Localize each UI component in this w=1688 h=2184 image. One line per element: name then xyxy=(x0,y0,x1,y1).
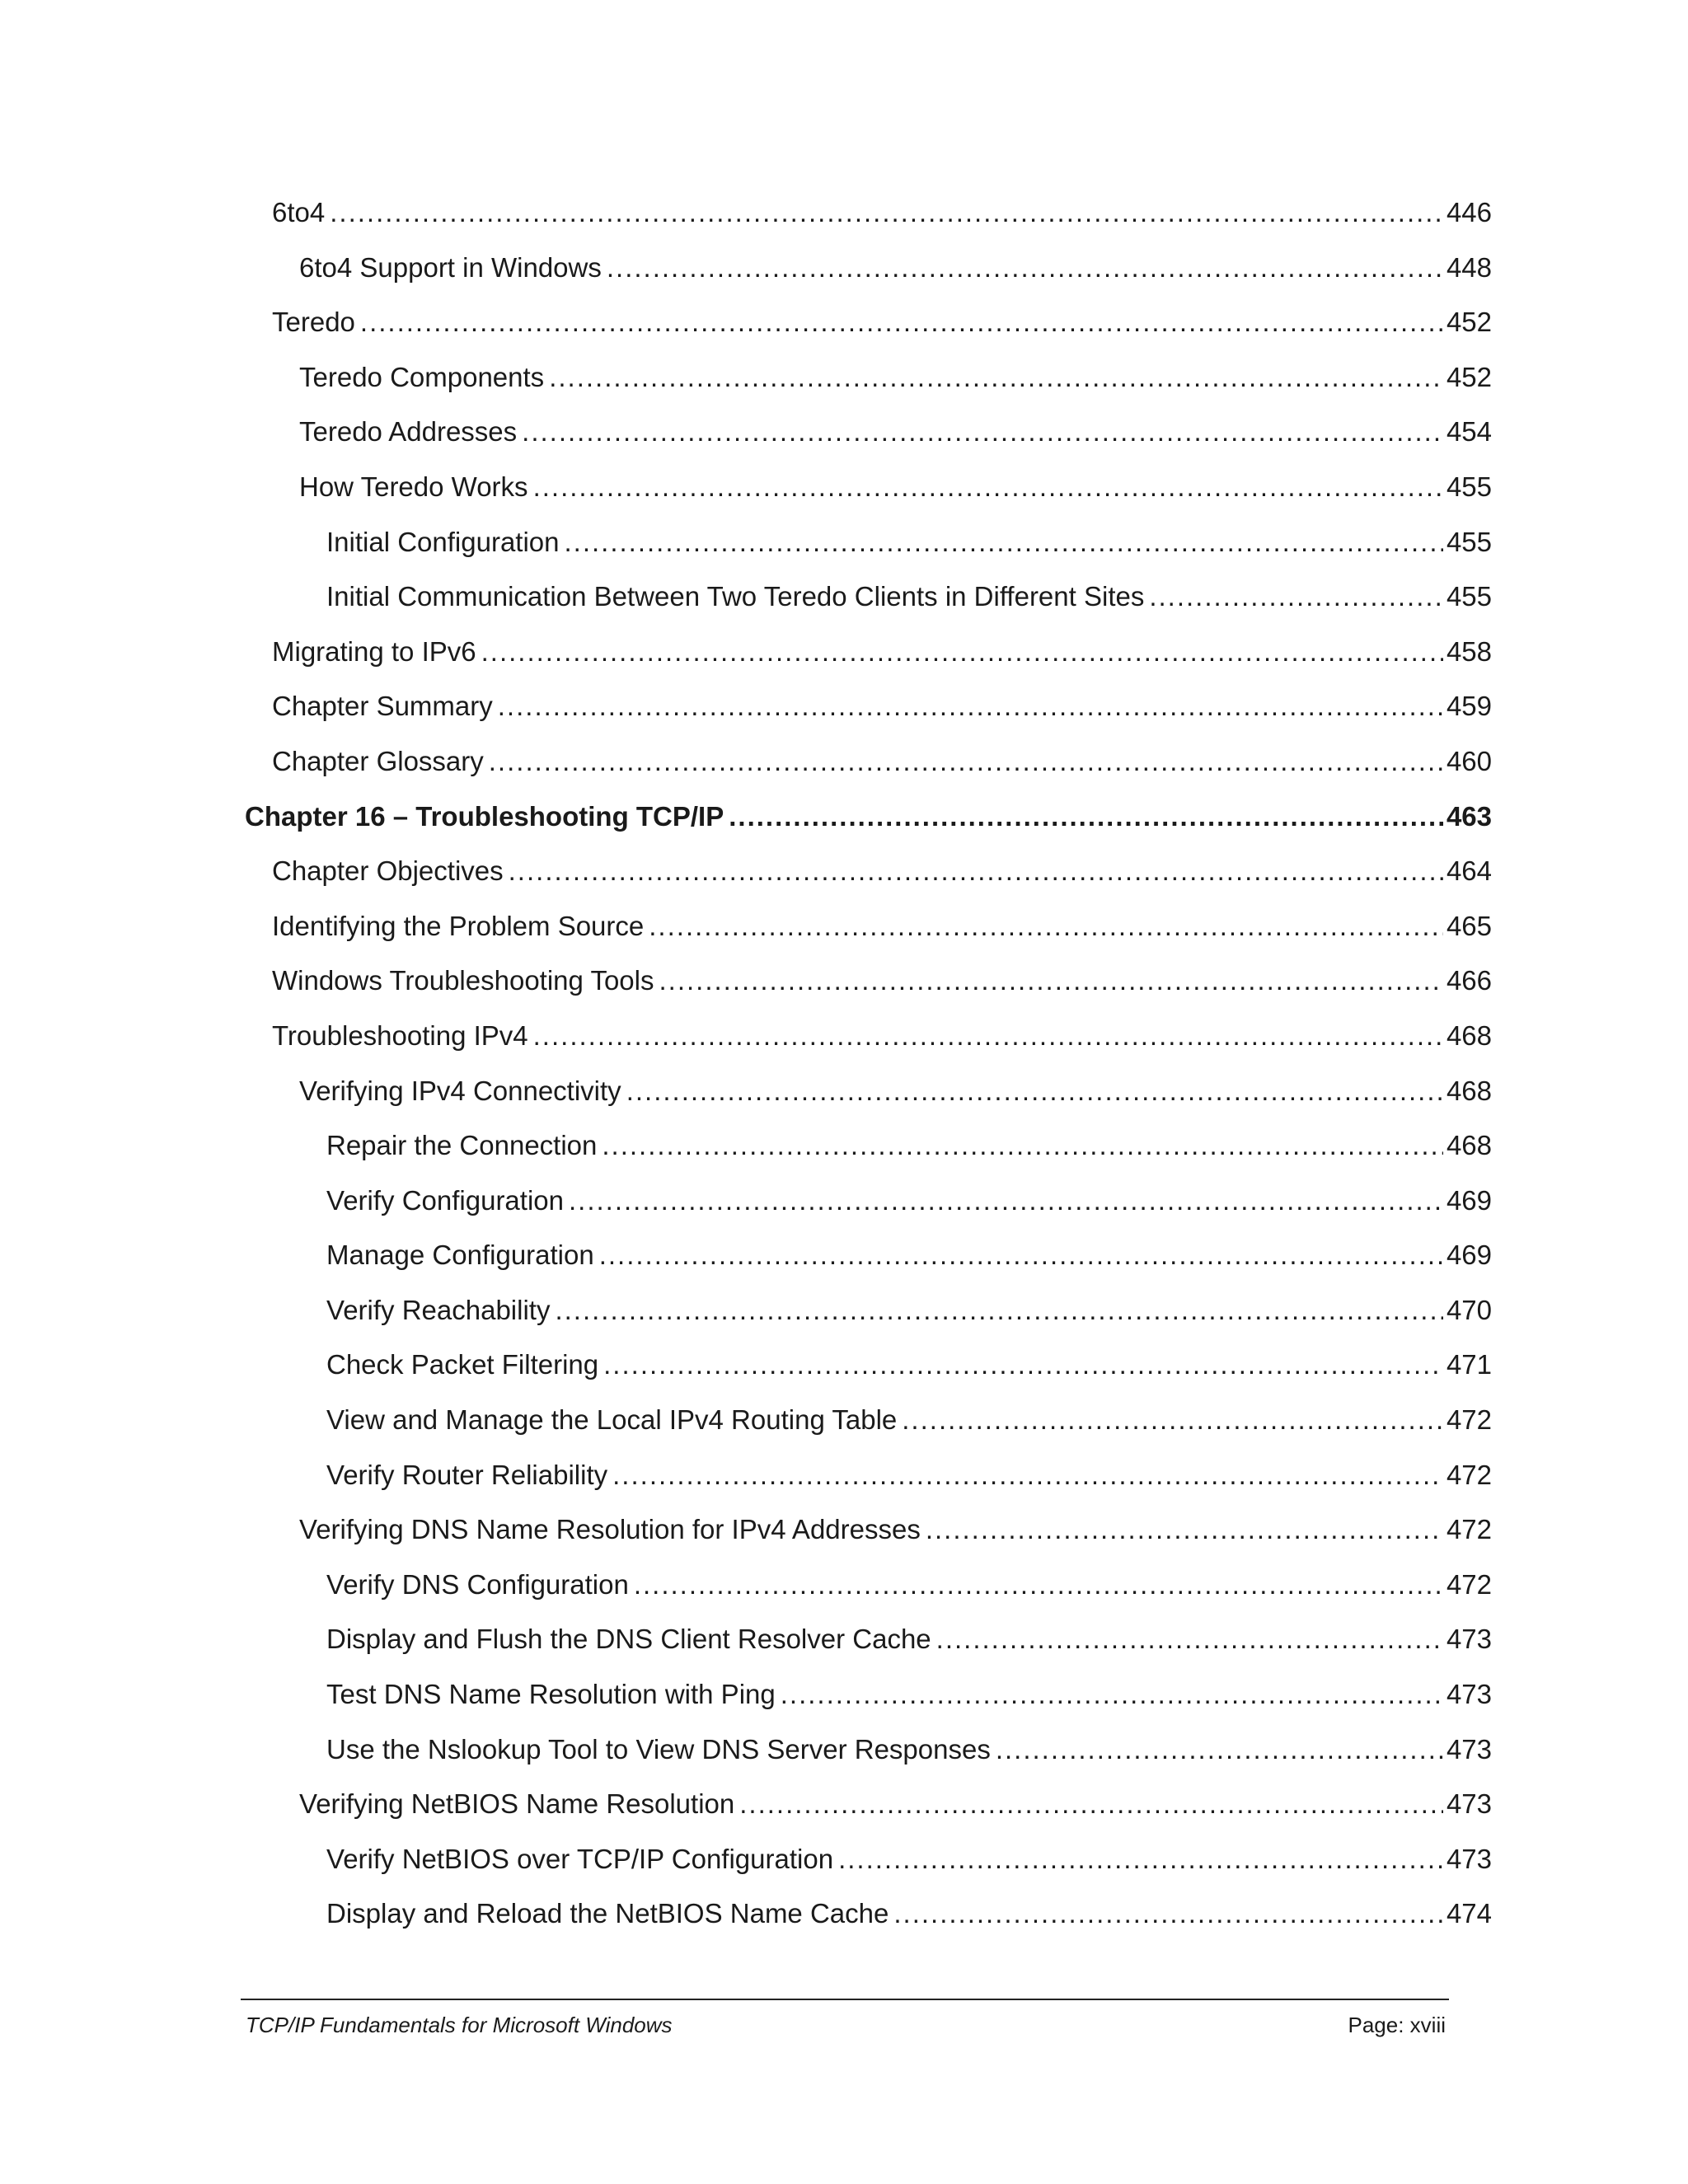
toc-dot-leader xyxy=(607,251,1443,284)
toc-entry-title: Test DNS Name Resolution with Ping xyxy=(326,1679,776,1710)
toc-dot-leader xyxy=(498,690,1443,723)
toc-entry-page-number: 473 xyxy=(1446,1788,1492,1820)
toc-entry-23[interactable] xyxy=(0,1404,1688,1459)
toc-entry-page-number: 448 xyxy=(1446,251,1492,283)
toc-entry-page-number: 468 xyxy=(1446,1075,1492,1106)
toc-entry-page-number: 472 xyxy=(1446,1404,1492,1436)
toc-entry-title: Teredo Components xyxy=(299,361,545,392)
toc-entry-page-number: 472 xyxy=(1446,1568,1492,1600)
toc-entry-page-number: 460 xyxy=(1446,745,1492,776)
toc-dot-leader xyxy=(926,1513,1443,1546)
toc-dot-leader xyxy=(634,1568,1443,1601)
footer-book-title: TCP/IP Fundamentals for Microsoft Windows xyxy=(246,2013,673,2037)
toc-entry-title: Chapter Summary xyxy=(272,691,493,722)
toc-entry-title: Chapter 16 – Troubleshooting TCP/IP xyxy=(245,800,724,832)
toc-entry-title: Verify Configuration xyxy=(326,1184,564,1216)
toc-entry-28[interactable] xyxy=(0,1678,1688,1733)
toc-entry-19[interactable] xyxy=(0,1184,1688,1240)
toc-entry-title: Display and Reload the NetBIOS Name Cache xyxy=(326,1898,889,1929)
toc-entry-title: Teredo Addresses xyxy=(299,416,518,448)
toc-dot-leader xyxy=(659,964,1442,997)
toc-entry-1[interactable] xyxy=(0,196,1688,251)
toc-entry-page-number: 455 xyxy=(1446,526,1492,557)
toc-dot-leader xyxy=(481,635,1443,668)
toc-entry-title: Manage Configuration xyxy=(326,1240,594,1271)
toc-entry-title: Initial Configuration xyxy=(326,526,560,557)
toc-dot-leader xyxy=(649,910,1443,943)
toc-dot-leader xyxy=(996,1733,1443,1766)
toc-entry-page-number: 474 xyxy=(1446,1898,1492,1929)
toc-entry-page-number: 464 xyxy=(1446,855,1492,887)
toc-dot-leader xyxy=(739,1788,1443,1821)
table-of-contents xyxy=(0,196,1688,1952)
toc-entry-page-number: 469 xyxy=(1446,1184,1492,1216)
toc-entry-title: Verifying IPv4 Connectivity xyxy=(299,1075,621,1106)
toc-entry-page-number: 468 xyxy=(1446,1130,1492,1161)
toc-entry-32[interactable] xyxy=(0,1897,1688,1952)
toc-entry-page-number: 473 xyxy=(1446,1624,1492,1655)
toc-entry-20[interactable] xyxy=(0,1239,1688,1294)
toc-entry-page-number: 470 xyxy=(1446,1294,1492,1325)
toc-entry-page-number: 463 xyxy=(1446,800,1492,832)
toc-entry-title: Chapter Glossary xyxy=(272,745,484,776)
toc-entry-8[interactable] xyxy=(0,580,1688,635)
toc-entry-page-number: 459 xyxy=(1446,691,1492,722)
toc-entry-page-number: 455 xyxy=(1446,581,1492,612)
toc-entry-31[interactable] xyxy=(0,1843,1688,1898)
toc-entry-11[interactable] xyxy=(0,745,1688,800)
toc-entry-page-number: 452 xyxy=(1446,361,1492,392)
toc-entry-title: Display and Flush the DNS Client Resolver Cache xyxy=(326,1624,931,1655)
toc-dot-leader xyxy=(1149,580,1443,613)
toc-entry-page-number: 473 xyxy=(1446,1843,1492,1874)
toc-entry-10[interactable] xyxy=(0,690,1688,745)
toc-entry-title: Verify NetBIOS over TCP/IP Configuration xyxy=(326,1843,834,1874)
toc-entry-22[interactable] xyxy=(0,1348,1688,1404)
toc-entry-page-number: 446 xyxy=(1446,197,1492,227)
toc-dot-leader xyxy=(549,361,1443,394)
toc-entry-title: 6to4 xyxy=(272,197,326,227)
toc-entry-3[interactable] xyxy=(0,306,1688,361)
toc-entry-12[interactable] xyxy=(0,800,1688,855)
toc-dot-leader xyxy=(509,855,1443,888)
toc-dot-leader xyxy=(893,1897,1443,1930)
toc-entry-13[interactable] xyxy=(0,855,1688,910)
toc-dot-leader xyxy=(533,1019,1443,1052)
toc-entry-title: Migrating to IPv6 xyxy=(272,635,476,667)
toc-entry-7[interactable] xyxy=(0,526,1688,581)
toc-entry-title: 6to4 Support in Windows xyxy=(299,251,602,283)
toc-entry-page-number: 473 xyxy=(1446,1733,1492,1765)
toc-entry-24[interactable] xyxy=(0,1459,1688,1514)
toc-dot-leader xyxy=(838,1843,1443,1876)
footer-divider xyxy=(241,1999,1449,2000)
toc-entry-title: Use the Nslookup Tool to View DNS Server Responses xyxy=(326,1733,991,1765)
toc-entry-30[interactable] xyxy=(0,1788,1688,1843)
toc-dot-leader xyxy=(555,1294,1442,1327)
toc-dot-leader xyxy=(569,1184,1443,1217)
toc-entry-16[interactable] xyxy=(0,1019,1688,1075)
toc-dot-leader xyxy=(360,306,1443,339)
toc-entry-4[interactable] xyxy=(0,361,1688,416)
toc-entry-18[interactable] xyxy=(0,1129,1688,1184)
toc-dot-leader xyxy=(533,471,1443,504)
toc-entry-15[interactable] xyxy=(0,964,1688,1019)
toc-entry-title: Chapter Objectives xyxy=(272,855,504,887)
toc-entry-page-number: 465 xyxy=(1446,910,1492,941)
footer-page-number: Page: xviii xyxy=(1348,2013,1446,2037)
toc-entry-6[interactable] xyxy=(0,471,1688,526)
toc-dot-leader xyxy=(626,1075,1443,1108)
toc-dot-leader xyxy=(602,1129,1443,1162)
toc-entry-29[interactable] xyxy=(0,1733,1688,1788)
toc-entry-title: View and Manage the Local IPv4 Routing Table xyxy=(326,1404,898,1436)
toc-entry-21[interactable] xyxy=(0,1294,1688,1349)
toc-dot-leader xyxy=(599,1239,1443,1272)
toc-entry-title: How Teredo Works xyxy=(299,471,528,502)
toc-entry-9[interactable] xyxy=(0,635,1688,691)
toc-entry-title: Repair the Connection xyxy=(326,1130,598,1161)
toc-entry-14[interactable] xyxy=(0,910,1688,965)
toc-dot-leader xyxy=(565,526,1443,559)
toc-entry-page-number: 466 xyxy=(1446,965,1492,996)
toc-entry-title: Windows Troubleshooting Tools xyxy=(272,965,654,996)
toc-dot-leader xyxy=(603,1348,1443,1381)
toc-dot-leader xyxy=(612,1459,1443,1492)
toc-entry-page-number: 454 xyxy=(1446,416,1492,448)
toc-entry-title: Check Packet Filtering xyxy=(326,1349,599,1380)
toc-dot-leader xyxy=(729,800,1443,833)
toc-dot-leader xyxy=(902,1404,1443,1436)
toc-dot-leader xyxy=(936,1623,1443,1656)
toc-entry-title: Troubleshooting IPv4 xyxy=(272,1019,528,1051)
toc-entry-page-number: 472 xyxy=(1446,1514,1492,1545)
toc-entry-17[interactable] xyxy=(0,1075,1688,1130)
toc-entry-page-number: 471 xyxy=(1446,1349,1492,1380)
toc-entry-title: Initial Communication Between Two Teredo Clients in Different Sites xyxy=(326,581,1145,612)
toc-entry-page-number: 469 xyxy=(1446,1240,1492,1271)
toc-dot-leader xyxy=(489,745,1443,778)
toc-entry-page-number: 468 xyxy=(1446,1019,1492,1051)
toc-entry-25[interactable] xyxy=(0,1513,1688,1568)
toc-entry-title: Verify Router Reliability xyxy=(326,1459,608,1490)
toc-entry-title: Verify DNS Configuration xyxy=(326,1568,629,1600)
toc-entry-page-number: 452 xyxy=(1446,307,1492,338)
toc-entry-title: Verify Reachability xyxy=(326,1294,551,1325)
toc-entry-page-number: 455 xyxy=(1446,471,1492,502)
toc-entry-2[interactable] xyxy=(0,251,1688,307)
toc-entry-5[interactable] xyxy=(0,415,1688,471)
toc-dot-leader xyxy=(330,196,1443,229)
toc-entry-title: Identifying the Problem Source xyxy=(272,910,645,941)
toc-entry-title: Teredo xyxy=(272,307,355,338)
toc-entry-page-number: 473 xyxy=(1446,1679,1492,1710)
toc-entry-27[interactable] xyxy=(0,1623,1688,1678)
toc-entry-26[interactable] xyxy=(0,1568,1688,1624)
toc-entry-title: Verifying DNS Name Resolution for IPv4 Addresses xyxy=(299,1514,921,1545)
toc-dot-leader xyxy=(781,1678,1443,1711)
toc-entry-page-number: 472 xyxy=(1446,1459,1492,1490)
toc-entry-page-number: 458 xyxy=(1446,635,1492,667)
toc-entry-title: Verifying NetBIOS Name Resolution xyxy=(299,1788,735,1820)
toc-dot-leader xyxy=(522,415,1443,448)
